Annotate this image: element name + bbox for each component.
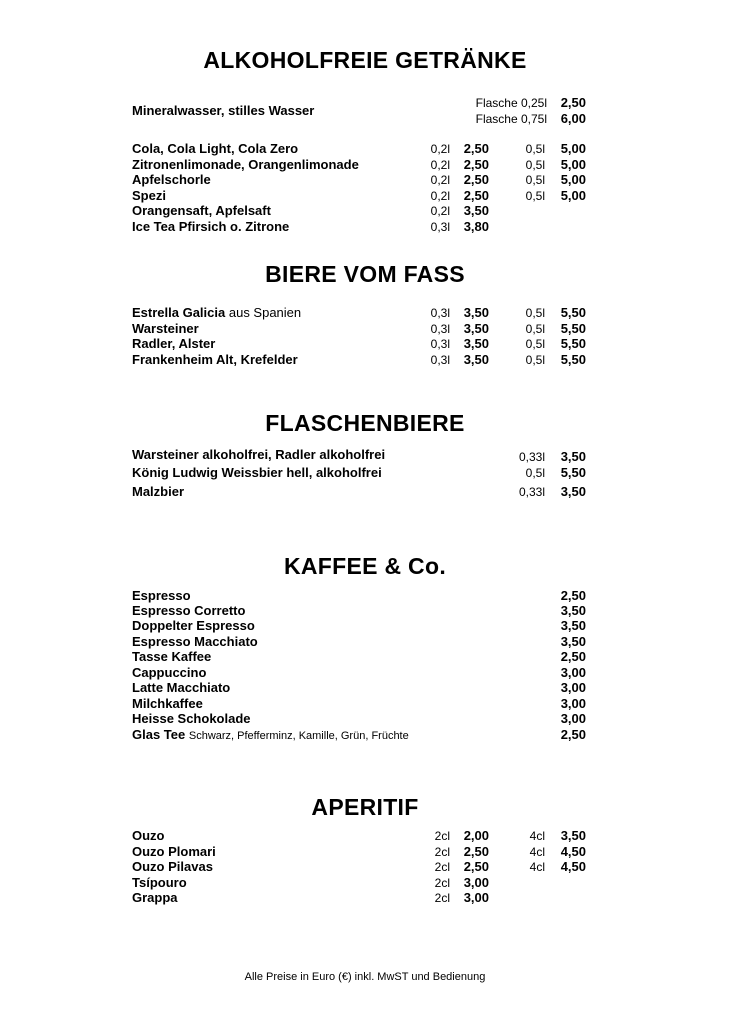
size-label: Flasche 0,75l: [475, 112, 547, 126]
size-label: 0,5l: [525, 158, 545, 172]
price: 3,00: [560, 680, 586, 695]
section-title-aperitif: APERITIF: [311, 794, 419, 820]
menu-row: [132, 634, 602, 650]
price: 3,00: [463, 890, 489, 905]
price: 3,50: [560, 603, 586, 618]
item-name: Heisse Schokolade: [132, 711, 251, 726]
price: 3,00: [463, 875, 489, 890]
price: 5,00: [560, 188, 586, 203]
price: 2,50: [560, 95, 586, 110]
price: 5,50: [560, 352, 586, 367]
menu-row: [132, 844, 602, 860]
menu-row: [132, 336, 602, 352]
item-name: Ouzo Pilavas: [132, 859, 213, 874]
price: 6,00: [560, 111, 586, 126]
item-name: [132, 727, 409, 744]
size-label: 0,5l: [525, 189, 545, 203]
price: 3,50: [560, 828, 586, 843]
item-name: [132, 305, 301, 321]
menu-row: [132, 484, 602, 500]
menu-row: [132, 649, 602, 665]
menu-row: [132, 141, 602, 157]
item-name: Mineralwasser, stilles Wasser: [132, 103, 315, 118]
menu-row: [132, 680, 602, 696]
menu-row: [132, 603, 602, 619]
item-name: Cappuccino: [132, 665, 207, 680]
size-label: 0,3l: [430, 220, 450, 234]
size-label: 0,2l: [430, 204, 450, 218]
section-title-flaschen: FLASCHENBIERE: [265, 410, 465, 436]
item-name: Ice Tea Pfirsich o. Zitrone: [132, 219, 290, 234]
price: 5,50: [560, 336, 586, 351]
item-name: Ouzo: [132, 828, 165, 843]
price: 5,00: [560, 172, 586, 187]
price: 5,50: [560, 305, 586, 320]
size-label: 0,5l: [525, 466, 545, 480]
menu-row: [132, 203, 602, 219]
item-name: Milchkaffee: [132, 696, 203, 711]
size-label: 0,5l: [525, 322, 545, 336]
size-label: 2cl: [434, 845, 450, 859]
size-label: 4cl: [529, 845, 545, 859]
size-label: 2cl: [434, 891, 450, 905]
item-name: Espresso Corretto: [132, 603, 246, 618]
price: 3,50: [463, 336, 489, 351]
item-name: König Ludwig Weissbier hell, alkoholfrei: [132, 465, 382, 480]
item-name-text: Glas Tee: [132, 727, 186, 742]
price: 4,50: [560, 859, 586, 874]
menu-row: [132, 665, 602, 681]
item-name: Ouzo Plomari: [132, 844, 216, 859]
size-label: 0,2l: [430, 158, 450, 172]
menu-row: [132, 188, 602, 204]
price: 2,50: [463, 172, 489, 187]
price: 2,50: [463, 844, 489, 859]
price: 2,50: [463, 157, 489, 172]
size-label: 0,3l: [430, 353, 450, 367]
price: 2,50: [560, 727, 586, 742]
menu-row: [132, 172, 602, 188]
item-name: Doppelter Espresso: [132, 618, 255, 633]
item-name: Warsteiner: [132, 321, 199, 336]
size-label: 0,2l: [430, 142, 450, 156]
menu-row: [132, 219, 602, 235]
menu-row: [132, 157, 602, 173]
price: 3,50: [560, 449, 586, 464]
price-line: [132, 111, 602, 127]
menu-row: [132, 727, 602, 743]
size-label: 0,33l: [518, 450, 545, 464]
item-name: Apfelschorle: [132, 172, 211, 187]
price: 3,50: [463, 305, 489, 320]
menu-row: [132, 352, 602, 368]
price: 2,50: [463, 859, 489, 874]
item-name: Orangensaft, Apfelsaft: [132, 203, 271, 218]
price: 3,50: [560, 618, 586, 633]
item-note: Schwarz, Pfefferminz, Kamille, Grün, Früchte: [188, 730, 409, 742]
size-label: 0,2l: [430, 189, 450, 203]
size-label: 2cl: [434, 876, 450, 890]
size-label: 0,5l: [525, 353, 545, 367]
item-name: Espresso: [132, 588, 191, 603]
price: 3,50: [560, 484, 586, 499]
item-name: Tasse Kaffee: [132, 649, 212, 664]
size-label: 0,5l: [525, 173, 545, 187]
price: 4,50: [560, 844, 586, 859]
menu-row: [132, 588, 602, 604]
size-label: 0,2l: [430, 173, 450, 187]
footer-note: Alle Preise in Euro (€) inkl. MwST und Bedienung: [244, 971, 486, 983]
price: 2,50: [560, 649, 586, 664]
size-label: 0,3l: [430, 306, 450, 320]
menu-row: [132, 465, 602, 481]
price: 3,00: [560, 711, 586, 726]
price: 5,50: [560, 465, 586, 480]
item-name: Warsteiner alkoholfrei, Radler alkoholfrei: [132, 447, 386, 462]
menu-row: [132, 890, 602, 906]
item-name: Spezi: [132, 188, 166, 203]
item-name: Zitronenlimonade, Orangenlimonade: [132, 157, 359, 172]
menu-row: [132, 321, 602, 337]
section-title-kaffee: KAFFEE & Co.: [283, 553, 447, 579]
item-name: Grappa: [132, 890, 178, 905]
item-name: Latte Macchiato: [132, 680, 231, 695]
price: 2,50: [463, 188, 489, 203]
size-label: 0,3l: [430, 337, 450, 351]
menu-row: [132, 859, 602, 875]
size-label: 0,5l: [525, 337, 545, 351]
size-label: Flasche 0,25l: [475, 96, 547, 110]
size-label: 2cl: [434, 829, 450, 843]
item-name: Frankenheim Alt, Krefelder: [132, 352, 298, 367]
size-label: 4cl: [529, 860, 545, 874]
price-line: [132, 95, 602, 111]
item-name: Malzbier: [132, 484, 185, 499]
price: 2,00: [463, 828, 489, 843]
price: 5,00: [560, 141, 586, 156]
size-label: 0,3l: [430, 322, 450, 336]
item-name-text: Estrella Galicia: [132, 305, 226, 320]
menu-row: [132, 696, 602, 712]
menu-row: [132, 875, 602, 891]
price: 3,50: [463, 321, 489, 336]
price: 3,50: [463, 352, 489, 367]
menu-row: [132, 447, 602, 463]
item-note: aus Spanien: [228, 305, 302, 320]
menu-row: [132, 711, 602, 727]
item-name: Radler, Alster: [132, 336, 216, 351]
price: 5,50: [560, 321, 586, 336]
size-label: 2cl: [434, 860, 450, 874]
price: 2,50: [560, 588, 586, 603]
price: 3,00: [560, 696, 586, 711]
price: 3,50: [463, 203, 489, 218]
price: 3,00: [560, 665, 586, 680]
section-title-alkoholfrei: ALKOHOLFREIE GETRÄNKE: [203, 47, 527, 73]
menu-row: [132, 828, 602, 844]
menu-row: [132, 305, 602, 321]
item-name: Espresso Macchiato: [132, 634, 258, 649]
size-label: 0,33l: [518, 485, 545, 499]
size-label: 4cl: [529, 829, 545, 843]
section-title-fass: BIERE VOM FASS: [265, 261, 465, 287]
size-label: 0,5l: [525, 142, 545, 156]
item-name: Tsípouro: [132, 875, 187, 890]
price: 3,50: [560, 634, 586, 649]
size-label: 0,5l: [525, 306, 545, 320]
price: 5,00: [560, 157, 586, 172]
menu-row: [132, 618, 602, 634]
item-name: Cola, Cola Light, Cola Zero: [132, 141, 299, 156]
price: 2,50: [463, 141, 489, 156]
price: 3,80: [463, 219, 489, 234]
